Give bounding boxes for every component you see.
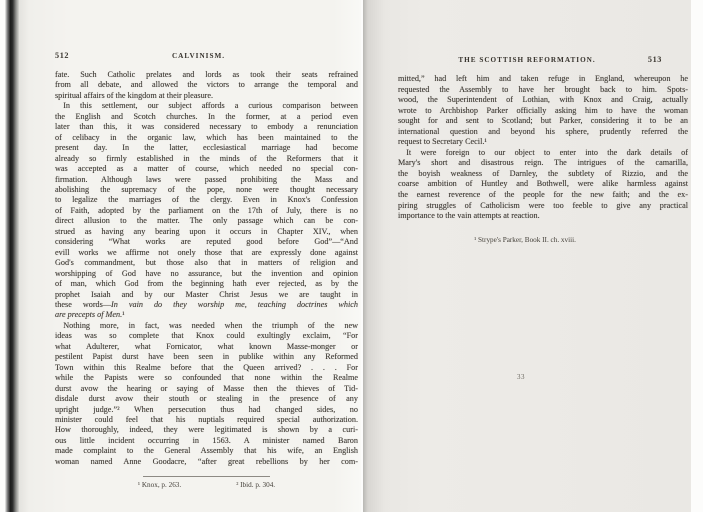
- running-header-left: [55, 51, 358, 63]
- text-line: of man, which God from the beginning hath ever rejected, as by the: [55, 279, 358, 289]
- text-line: the English and Scotch churches. In the former, at a period even: [55, 111, 358, 121]
- text-line: pestilent Papist durst have been seen in publike within any Reformed: [55, 352, 358, 362]
- running-title-left: CALVINISM.: [171, 52, 226, 60]
- running-header-right: [398, 55, 688, 67]
- footnote-knox: ¹ Knox, p. 263.: [137, 481, 182, 489]
- text-line: wood, the Superintendent of Lothian, with Knox and Craig, actually: [398, 95, 688, 105]
- text-line: evill works we affirme not onely those that are expressly done against: [55, 247, 358, 257]
- text-line: requested the Assembly to have her brought back to him. Spots-: [398, 84, 688, 94]
- text-line: mitted,” had left him and taken refuge in England, whereupon he: [398, 74, 688, 83]
- text-line: firmation. Although laws were passed prohibiting the Mass and: [55, 174, 358, 184]
- text-line: wrote to Archbishop Parker officially asking him to have the woman: [398, 105, 688, 115]
- running-title-right: THE SCOTTISH REFORMATION.: [458, 56, 596, 64]
- footnotes-left: [55, 481, 358, 489]
- text-line: piring struggles of Catholicism were too feeble to give any practical: [398, 200, 688, 210]
- text-line: In this settlement, our subject affords a curious comparison between: [55, 101, 358, 111]
- text-line: from all debate, and allowed the victors to arrange the temporal and: [55, 80, 358, 90]
- text-line: importance to the vain attempts at reaction.: [398, 211, 540, 221]
- text-line: request to Secretary Cecil.¹: [398, 137, 487, 147]
- signature-mark: 33: [517, 373, 525, 381]
- text-line: ideas was so complete that Knox could exultingly exclaim, “For: [55, 331, 358, 341]
- text-line: are precepts of Men.¹: [55, 310, 125, 320]
- page-left-body: [55, 70, 358, 467]
- text-line: considering “What works are reputed good before God”—“And: [55, 237, 358, 247]
- text-line: upright judge.”² When persecution thus had changed sides, no: [55, 404, 358, 414]
- page-left: [19, 0, 361, 512]
- text-line: fate. Such Catholic prelates and lords as took their seats refrained: [55, 70, 358, 79]
- footnote-separator: [143, 476, 270, 477]
- text-line: while the Papists were so confounded that none within the Realme: [55, 373, 358, 383]
- text-line: of Faith, adopted by the parliament on the 17th of July, there is no: [55, 205, 358, 215]
- text-line: coarse ambition of Huntley and Bothwell, were alike harmless against: [398, 179, 688, 189]
- text-line: already so firmly established in the minds of the Reformers that it: [55, 153, 358, 163]
- text-line: of celibacy in the organic law, which has been maintained to the: [55, 132, 358, 142]
- page-right: [363, 0, 691, 512]
- text-line: international question and beyond his sphere, prudently referred the: [398, 126, 688, 136]
- text-line: later than this, it was considered necessary to embody a renunciation: [55, 122, 358, 132]
- page-number-right: 513: [647, 55, 662, 64]
- text-line: strued as having any bearing upon it occurs in Chapter XIV., when: [55, 226, 358, 236]
- text-line: Town within this Realme before that the Queen arrived? . . . For: [55, 362, 358, 372]
- text-line: woman named Anne Goodacre, “after great rebellions by her com-: [55, 456, 358, 466]
- page-number-left: 512: [55, 51, 70, 60]
- footnote-ibid: ² Ibid. p. 304.: [236, 481, 276, 489]
- text-line: durst avow the hearing or saying of Masse then the thieves of Tid-: [55, 383, 358, 393]
- text-line: worshipping of God have no assurance, but the invention and opinion: [55, 268, 358, 278]
- book-spine-shadow: [5, 0, 19, 512]
- text-line: made complaint to the General Assembly that his wife, an English: [55, 446, 358, 456]
- text-line: ous little incident occurring in 1563. A minister named Baron: [55, 435, 358, 445]
- text-line: minister could feel that his nuptials required special authorization.: [55, 414, 358, 424]
- text-line: the boyish weakness of Darnley, the subtlety of Rizzio, and the: [398, 168, 688, 178]
- text-line: direct allusion to the matter. The only passage which can be con-: [55, 216, 358, 226]
- text-line: abolishing the supremacy of the pope, none were thought necessary: [55, 184, 358, 194]
- text-line: to legalize the marriages of the clergy. Even in Knox's Confession: [55, 195, 358, 205]
- text-line: sought for and sent to Scotland; but Parker, considering it to be an: [398, 116, 688, 126]
- text-line: Mary's short and disastrous reign. The intrigues of the camarilla,: [398, 158, 688, 168]
- text-line: was accepted as a matter of course, which needed no special con-: [55, 164, 358, 174]
- text-line: prophet Isaiah and by our Master Christ Jesus we are taught in: [55, 289, 358, 299]
- text-line: God's commandment, but those also that in matters of religion and: [55, 258, 358, 268]
- text-line: disdale durst avow their stouth or stealing in the presence of any: [55, 394, 358, 404]
- footnote-strype: ¹ Strype's Parker, Book II. ch. xviii.: [474, 236, 576, 244]
- text-line: the earnest reverence of the people for the new faith; and the ex-: [398, 190, 688, 200]
- page-right-body: [398, 74, 688, 222]
- text-line: spiritual affairs of the kingdom at their pleasure.: [55, 90, 214, 100]
- text-line: present day. In the latter, ecclesiastical marriage had become: [55, 143, 358, 153]
- text-line: these words—In vain do they worship me, teaching doctrines which: [55, 299, 358, 309]
- text-line: How thoroughly, indeed, they were legitimated is shown by a curi-: [55, 425, 358, 435]
- text-line: Nothing more, in fact, was needed when the triumph of the new: [55, 320, 358, 330]
- text-line: It were foreign to our object to enter into the dark details of: [398, 147, 688, 157]
- text-line: what Adulterer, what Fornicator, what known Masse-monger or: [55, 341, 358, 351]
